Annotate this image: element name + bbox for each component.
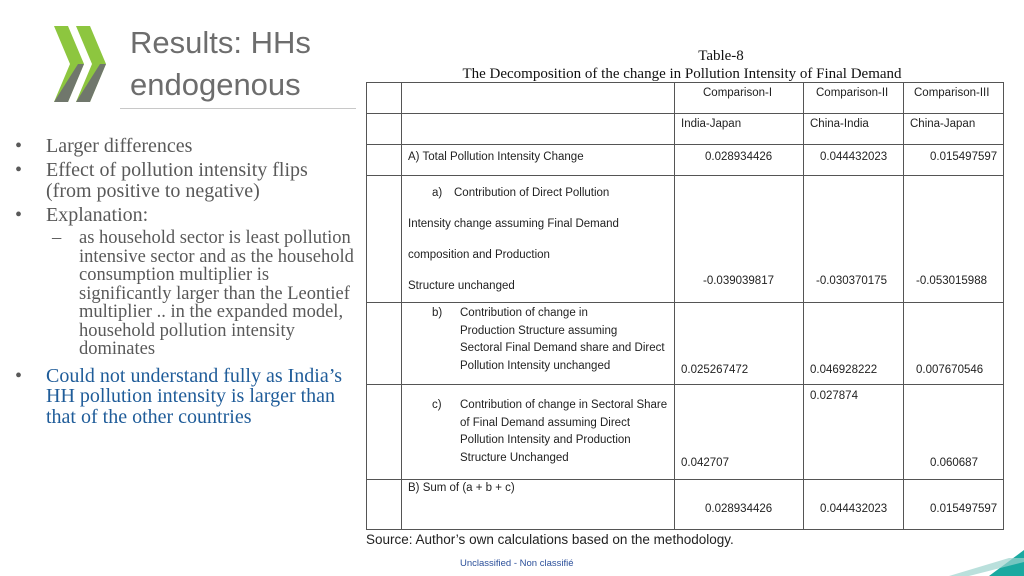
bullet-list <box>15 136 355 430</box>
cell-value: -0.030370175 <box>816 275 887 287</box>
row-label: B) Sum of (a + b + c) <box>408 482 515 494</box>
table-row <box>367 176 1004 303</box>
row-label-line: Contribution of change in Sectoral Share <box>460 399 668 411</box>
row-label-line: Pollution Intensity unchanged <box>460 359 611 372</box>
row-label-line: Contribution of change in <box>460 307 588 319</box>
table-pairs-row <box>367 114 1004 145</box>
cell-value: 0.044432023 <box>820 503 888 515</box>
sub-bullet-text: as household sector is least pollution intensive sector and as the household consumption multiplier is significantly larger than the Leontief multiplier .. in the expanded model, household pollution intensity dominates <box>79 228 354 359</box>
bullet-text: Effect of pollution intensity flips (from positive to negative) <box>46 159 308 202</box>
cell-value: 0.015497597 <box>930 503 998 515</box>
highlight-bullet-text: Could not understand fully as India’s HH pollution intensity is larger than that of the other countries <box>46 364 343 428</box>
row-label-line: Structure Unchanged <box>460 451 569 464</box>
bullet-text: Explanation: <box>46 204 149 226</box>
table-row <box>367 145 1004 176</box>
row-label: A) Total Pollution Intensity Change <box>408 151 584 163</box>
row-label-line: of Final Demand assuming Direct <box>460 416 631 429</box>
bullet-item: • Explanation: <box>15 204 149 226</box>
cell-value: 0.025267472 <box>681 364 749 376</box>
table-source-note: Source: Author’s own calculations based on the methodology. <box>366 532 734 547</box>
title-divider <box>120 108 356 109</box>
row-marker: c) <box>432 399 442 411</box>
row-marker: a) <box>432 187 443 199</box>
cell-value: 0.027874 <box>810 390 858 402</box>
cell-value: 0.007670546 <box>916 364 984 376</box>
sub-bullet-item: – as household sector is least pollution intensive sector and as the household consumption multiplier is significantly larger than the Leontief multiplier .. in the expanded model, household pollution intensity dominates <box>52 228 354 359</box>
column-header: Comparison-II <box>816 87 889 99</box>
row-marker: b) <box>432 307 443 319</box>
cell-value: 0.028934426 <box>705 503 773 515</box>
cell-value: 0.044432023 <box>820 151 888 163</box>
slide-title-line2: endogenous <box>130 67 301 102</box>
table-row <box>367 303 1004 385</box>
slide-title <box>130 22 355 106</box>
table-header-row <box>367 83 1004 114</box>
highlight-bullet-item: • Could not understand fully as India’s HH pollution intensity is larger than that of the other countries <box>15 364 343 428</box>
slide-title-line1: Results: HHs <box>130 25 311 60</box>
decomposition-table <box>366 82 1004 530</box>
pair-label: China-India <box>810 118 869 130</box>
row-label-line: Pollution Intensity and Production <box>460 434 631 446</box>
cell-value: 0.046928222 <box>810 364 878 376</box>
cell-value: 0.060687 <box>930 457 978 469</box>
table-caption-text: The Decomposition of the change in Pollution Intensity of Final Demand <box>462 66 902 82</box>
bullet-item: • Effect of pollution intensity flips (from positive to negative) <box>15 159 308 202</box>
row-label-line: Structure unchanged <box>408 280 515 292</box>
row-label-line: composition and Production <box>408 249 550 261</box>
row-label-line: Production Structure assuming <box>460 324 618 337</box>
cell-value: -0.039039817 <box>703 275 774 287</box>
pair-label: China-Japan <box>910 118 976 130</box>
classification-footer: Unclassified - Non classifié <box>460 558 574 569</box>
cell-value: 0.042707 <box>681 457 729 469</box>
bullet-item: • Larger differences <box>15 135 193 157</box>
row-label-line: Sectoral Final Demand share and Direct <box>460 342 665 354</box>
table-row <box>367 480 1004 530</box>
table-row <box>367 385 1004 480</box>
column-header: Comparison-I <box>703 87 773 99</box>
double-chevron-logo-icon <box>52 22 110 106</box>
bullet-text: Larger differences <box>46 135 193 157</box>
cell-value: 0.015497597 <box>930 151 998 163</box>
column-header: Comparison-III <box>914 87 990 99</box>
row-label: Contribution of Direct Pollution <box>454 187 610 199</box>
cell-value: -0.053015988 <box>916 275 987 287</box>
cell-value: 0.028934426 <box>705 151 773 163</box>
table-number: Table-8 <box>698 48 744 64</box>
corner-decoration-icon <box>929 550 1024 576</box>
pair-label: India-Japan <box>681 118 742 130</box>
row-label-line: Intensity change assuming Final Demand <box>408 218 619 230</box>
